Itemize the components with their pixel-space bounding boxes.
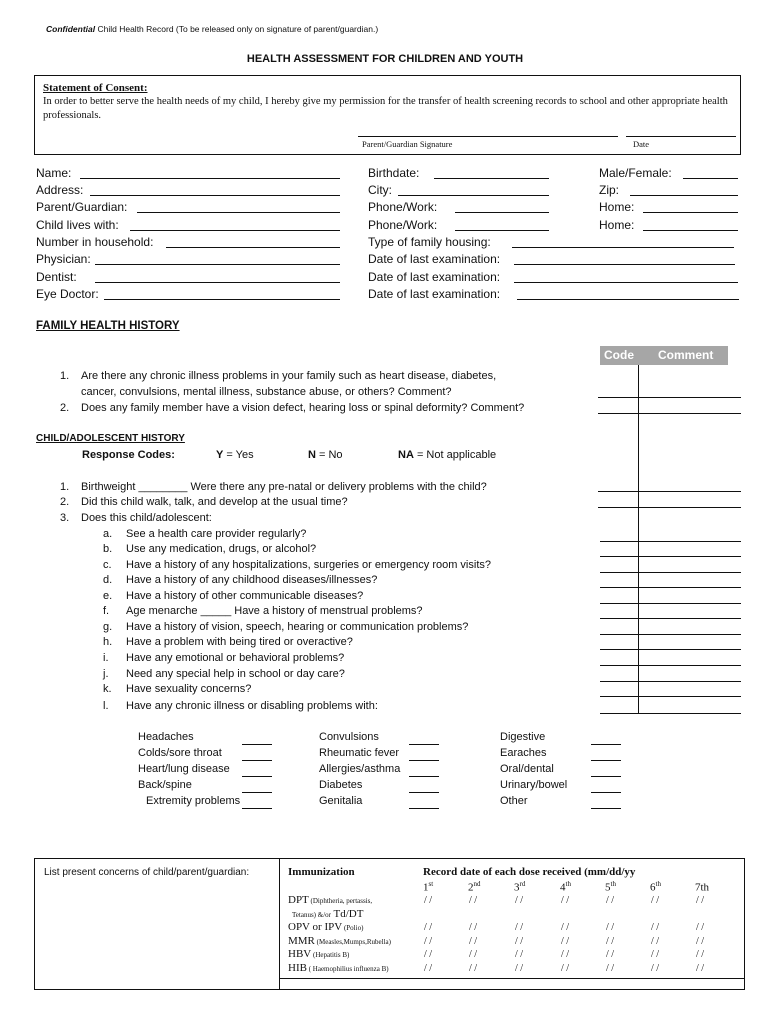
housing-label: Type of family housing: — [368, 235, 491, 249]
code-no — [308, 449, 343, 461]
sub-letter: d. — [103, 574, 113, 586]
consent-box — [34, 75, 741, 155]
dose-number: 7th — [695, 881, 710, 894]
household-label: Number in household: — [36, 235, 154, 249]
fh-q2-answer[interactable] — [598, 413, 741, 414]
vaccine-name — [292, 908, 363, 920]
dentist-field[interactable] — [95, 282, 340, 283]
condition-blank[interactable] — [409, 744, 439, 745]
dose-date-field[interactable]: / / — [515, 895, 524, 906]
address-field[interactable] — [90, 195, 340, 196]
sub-question: Have a history of vision, speech, hearing or communication problems? — [126, 621, 469, 633]
dose-date-field[interactable]: / / — [651, 936, 660, 947]
fh-q1-line2: cancer, convulsions, mental illness, substance abuse, or others? Comment? — [81, 386, 452, 398]
dose-header — [468, 880, 481, 894]
dose-date-field[interactable]: / / — [469, 895, 478, 906]
condition-label: Genitalia — [319, 795, 363, 807]
dose-header — [650, 880, 661, 894]
dose-date-field[interactable]: / / — [651, 963, 660, 974]
condition-blank[interactable] — [591, 792, 621, 793]
dose-date-field[interactable]: / / — [606, 895, 615, 906]
dose-date-field[interactable]: / / — [424, 936, 433, 947]
confidential-label: Confidential — [46, 24, 96, 34]
home-label-2: Home: — [599, 218, 635, 232]
vaccine-note: (Measles,Mumps,Rubella) — [314, 938, 391, 946]
sub-question: Have a history of any hospitalizations, surgeries or emergency room visits? — [126, 559, 491, 571]
name-label: Name: — [36, 166, 72, 180]
ch-q1-num: 1. — [60, 481, 70, 493]
home-field-2[interactable] — [643, 230, 738, 231]
dose-number: 1 — [423, 881, 429, 894]
zip-label: Zip: — [599, 183, 620, 197]
dose-date-field[interactable]: / / — [515, 936, 524, 947]
fh-q1-num: 1. — [60, 370, 70, 382]
condition-blank[interactable] — [409, 776, 439, 777]
vaccine-note: (Hepatitis B) — [311, 951, 350, 959]
sub-answer-line[interactable] — [600, 649, 741, 650]
confidential-text: Child Health Record (To be released only on signature of parent/guardian.) — [97, 24, 379, 34]
ch-q1: Birthweight ________ Were there any pre-natal or delivery problems with the child? — [81, 481, 487, 493]
condition-label: Urinary/bowel — [500, 779, 568, 791]
condition-label: Earaches — [500, 747, 547, 759]
confidential-note — [46, 24, 378, 34]
vaccine-label: OPV or IPV — [288, 921, 343, 933]
dose-date-field[interactable]: / / — [606, 963, 615, 974]
phone-work-label-2: Phone/Work: — [368, 218, 438, 232]
exam-field-2[interactable] — [514, 282, 738, 283]
dose-suffix: th — [655, 880, 661, 888]
sub-letter: h. — [103, 636, 113, 648]
sub-letter: a. — [103, 528, 113, 540]
sub-answer-line[interactable] — [600, 634, 741, 635]
ch-q2-answer[interactable] — [598, 507, 741, 508]
page-title: HEALTH ASSESSMENT FOR CHILDREN AND YOUTH — [246, 53, 524, 65]
ch-q3: Does this child/adolescent: — [81, 512, 212, 524]
lives-with-label: Child lives with: — [36, 218, 119, 232]
condition-label: Convulsions — [319, 731, 379, 743]
dentist-label: Dentist: — [36, 270, 77, 284]
eye-doctor-field[interactable] — [104, 299, 340, 300]
date-line[interactable] — [626, 136, 736, 137]
sub-question: Need any special help in school or day care? — [126, 668, 345, 680]
sub-letter: e. — [103, 590, 113, 602]
vaccine-name — [288, 948, 349, 960]
sub-answer-line[interactable] — [600, 618, 741, 619]
vaccine-note: (Polio) — [342, 924, 364, 932]
dose-date-field[interactable]: / / — [651, 949, 660, 960]
city-label: City: — [368, 183, 392, 197]
dose-header — [423, 880, 433, 894]
condition-blank[interactable] — [409, 792, 439, 793]
dose-date-field[interactable]: / / — [696, 949, 705, 960]
sub-question: Age menarche _____ Have a history of menstrual problems? — [126, 605, 423, 617]
dose-date-field[interactable]: / / — [606, 922, 615, 933]
parent-label: Parent/Guardian: — [36, 200, 128, 214]
record-title: Record date of each dose received (mm/dd/yy — [423, 866, 636, 878]
sub-answer-line[interactable] — [600, 603, 741, 604]
dose-date-field[interactable]: / / — [424, 895, 433, 906]
family-history-heading: FAMILY HEALTH HISTORY — [36, 320, 180, 332]
code-yes-text: = Yes — [223, 449, 254, 461]
condition-blank[interactable] — [409, 760, 439, 761]
dose-date-field[interactable]: / / — [424, 922, 433, 933]
child-history-heading: CHILD/ADOLESCENT HISTORY — [36, 433, 185, 444]
dose-number: 5 — [605, 881, 611, 894]
dose-date-field[interactable]: / / — [424, 963, 433, 974]
dose-date-field[interactable]: / / — [515, 963, 524, 974]
condition-label: Other — [500, 795, 528, 807]
fh-q1-answer[interactable] — [598, 397, 741, 398]
sub-answer-line[interactable] — [600, 587, 741, 588]
condition-blank[interactable] — [242, 760, 272, 761]
phone-work-field-2[interactable] — [455, 230, 549, 231]
fh-q1-line1: Are there any chronic illness problems in your family such as heart disease, diabetes, — [81, 370, 497, 382]
dose-date-field[interactable]: / / — [561, 922, 570, 933]
sub-question: See a health care provider regularly? — [126, 528, 307, 540]
vaccine-name — [288, 894, 372, 906]
sex-label: Male/Female: — [599, 166, 672, 180]
dose-date-field[interactable]: / / — [561, 963, 570, 974]
lives-with-field[interactable] — [130, 230, 340, 231]
home-label-1: Home: — [599, 200, 635, 214]
vaccine-note: (Diphtheria, pertassis, — [308, 897, 373, 905]
sub-question: Have any chronic illness or disabling problems with: — [126, 700, 378, 712]
dose-number: 6 — [650, 881, 656, 894]
sub-question: Have a history of any childhood diseases/illnesses? — [126, 574, 378, 586]
sub-letter: c. — [103, 559, 112, 571]
exam-label-3: Date of last examination: — [368, 287, 501, 301]
city-field[interactable] — [398, 195, 549, 196]
phone-work-label-1: Phone/Work: — [368, 200, 438, 214]
code-yes-key: Y — [216, 449, 224, 461]
condition-blank[interactable] — [591, 760, 621, 761]
dose-date-field[interactable]: / / — [561, 936, 570, 947]
fh-q2-num: 2. — [60, 402, 70, 414]
dose-header — [560, 880, 571, 894]
dose-date-field[interactable]: / / — [424, 949, 433, 960]
address-label: Address: — [36, 183, 84, 197]
code-na-text: = Not applicable — [413, 449, 497, 461]
ch-q2-num: 2. — [60, 496, 70, 508]
signature-label: Parent/Guardian Signature — [362, 139, 453, 149]
dose-date-field[interactable]: / / — [651, 922, 660, 933]
condition-blank[interactable] — [409, 808, 439, 809]
signature-line[interactable] — [358, 136, 618, 137]
condition-label: Digestive — [500, 731, 546, 743]
condition-label: Heart/lung disease — [138, 763, 230, 775]
vaccine-label: MMR — [288, 935, 315, 947]
code-na — [398, 449, 496, 461]
dose-suffix: nd — [473, 880, 481, 888]
dose-header — [695, 880, 709, 894]
ch-q3-num: 3. — [60, 512, 70, 524]
dose-date-field[interactable]: / / — [606, 949, 615, 960]
name-field[interactable] — [80, 178, 340, 179]
physician-field[interactable] — [95, 264, 340, 265]
dose-date-field[interactable]: / / — [469, 922, 478, 933]
sub-answer-line[interactable] — [600, 681, 741, 682]
vaccine-label: DPT — [288, 894, 309, 906]
condition-label: Diabetes — [319, 779, 363, 791]
exam-field-3[interactable] — [517, 299, 739, 300]
exam-field-1[interactable] — [514, 264, 735, 265]
dose-date-field[interactable]: / / — [561, 949, 570, 960]
sub-answer-line[interactable] — [600, 665, 741, 666]
exam-label-2: Date of last examination: — [368, 270, 501, 284]
sub-answer-line[interactable] — [600, 556, 741, 557]
sub-answer-line[interactable] — [600, 713, 741, 714]
condition-label: Oral/dental — [500, 763, 554, 775]
condition-blank[interactable] — [242, 792, 272, 793]
exam-label-1: Date of last examination: — [368, 252, 501, 266]
vaccine-name — [288, 935, 391, 947]
consent-body: In order to better serve the health needs of my child, I hereby give my permission for the transfer of health screening records to school and other appropriate health professionals. — [43, 96, 728, 121]
vaccine-name — [288, 962, 389, 974]
sub-question: Have a problem with being tired or overactive? — [126, 636, 353, 648]
physician-label: Physician: — [36, 252, 91, 266]
dose-date-field[interactable]: / / — [696, 922, 705, 933]
dose-suffix: th — [565, 880, 571, 888]
dose-date-field[interactable]: / / — [696, 936, 705, 947]
dose-header — [605, 880, 616, 894]
sub-letter: b. — [103, 543, 113, 555]
code-yes — [216, 449, 254, 461]
vaccine-note: ( Haemophilius influenza B) — [306, 965, 389, 973]
dose-date-field[interactable]: / / — [469, 963, 478, 974]
immunization-title: Immunization — [288, 866, 355, 878]
dose-date-field[interactable]: / / — [469, 949, 478, 960]
condition-blank[interactable] — [591, 744, 621, 745]
sub-question: Use any medication, drugs, or alcohol? — [126, 543, 317, 555]
condition-label: Allergies/asthma — [319, 763, 401, 775]
sub-answer-line[interactable] — [600, 541, 741, 542]
ch-q2: Did this child walk, talk, and develop at the usual time? — [81, 496, 348, 508]
housing-field[interactable] — [512, 247, 734, 248]
birthdate-label: Birthdate: — [368, 166, 420, 180]
eye-doctor-label: Eye Doctor: — [36, 287, 99, 301]
condition-blank[interactable] — [242, 808, 272, 809]
dose-suffix: th — [610, 880, 616, 888]
condition-label: Colds/sore throat — [138, 747, 222, 759]
dose-number: 2 — [468, 881, 474, 894]
dose-date-field[interactable]: / / — [651, 895, 660, 906]
dose-date-field[interactable]: / / — [515, 949, 524, 960]
sub-letter: g. — [103, 621, 113, 633]
sub-letter: j. — [103, 668, 109, 680]
code-column-divider — [638, 365, 639, 713]
code-header: Code — [604, 348, 634, 362]
sub-answer-line[interactable] — [600, 696, 741, 697]
household-field[interactable] — [166, 247, 340, 248]
vaccine-extra: Td/DT — [330, 908, 364, 920]
condition-label: Headaches — [138, 731, 194, 743]
code-no-text: = No — [315, 449, 343, 461]
condition-blank[interactable] — [242, 776, 272, 777]
birthdate-field[interactable] — [434, 178, 549, 179]
dose-date-field[interactable]: / / — [561, 895, 570, 906]
condition-label: Extremity problems — [146, 795, 241, 807]
sub-letter: f. — [103, 605, 110, 617]
bottom-divider — [279, 858, 280, 990]
sub-question: Have any emotional or behavioral problems? — [126, 652, 345, 664]
condition-label: Rheumatic fever — [319, 747, 400, 759]
consent-heading: Statement of Consent: — [43, 82, 148, 94]
dose-header — [514, 880, 525, 894]
response-codes-label: Response Codes: — [82, 449, 175, 461]
date-label: Date — [633, 139, 650, 149]
sub-letter: i. — [103, 652, 109, 664]
vaccine-note: Tetanus) &/or — [292, 911, 331, 919]
code-na-key: NA — [398, 449, 414, 461]
dose-date-field[interactable]: / / — [515, 922, 524, 933]
concerns-label: List present concerns of child/parent/guardian: — [44, 867, 250, 878]
fh-q2: Does any family member have a vision defect, hearing loss or spinal deformity? Comment? — [81, 402, 525, 414]
vaccine-name — [288, 921, 363, 933]
code-comment-header — [600, 346, 728, 365]
dose-date-field[interactable]: / / — [696, 895, 705, 906]
sub-answer-line[interactable] — [600, 572, 741, 573]
comment-header: Comment — [658, 348, 714, 362]
bottom-inner-line — [279, 978, 745, 979]
code-no-key: N — [308, 449, 316, 461]
condition-label: Back/spine — [138, 779, 192, 791]
sex-field[interactable] — [683, 178, 738, 179]
vaccine-label: HBV — [288, 948, 312, 960]
condition-blank[interactable] — [591, 776, 621, 777]
sub-question: Have a history of other communicable diseases? — [126, 590, 364, 602]
sub-letter: k. — [103, 683, 112, 695]
ch-q1-answer[interactable] — [598, 491, 741, 492]
dose-date-field[interactable]: / / — [696, 963, 705, 974]
sub-question: Have sexuality concerns? — [126, 683, 252, 695]
condition-blank[interactable] — [591, 808, 621, 809]
vaccine-label: HIB — [288, 962, 307, 974]
condition-blank[interactable] — [242, 744, 272, 745]
parent-field[interactable] — [137, 212, 340, 213]
dose-number: 3 — [514, 881, 520, 894]
dose-suffix: st — [428, 880, 434, 888]
dose-date-field[interactable]: / / — [469, 936, 478, 947]
dose-number: 4 — [560, 881, 566, 894]
home-field-1[interactable] — [643, 212, 738, 213]
dose-suffix: rd — [519, 880, 526, 888]
dose-date-field[interactable]: / / — [606, 936, 615, 947]
sub-letter: l. — [103, 700, 109, 712]
phone-work-field-1[interactable] — [455, 212, 549, 213]
zip-field[interactable] — [630, 195, 738, 196]
